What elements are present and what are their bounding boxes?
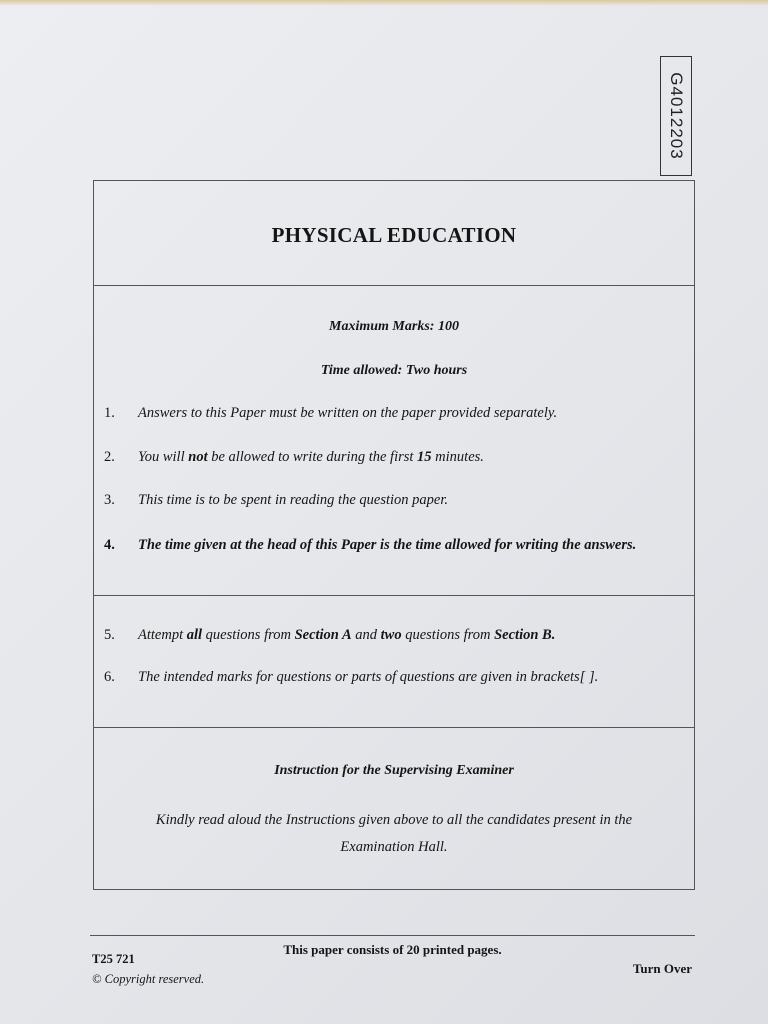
instruction-number: 2. bbox=[104, 449, 115, 465]
instruction-emphasis: Section B. bbox=[494, 627, 556, 643]
paper-code-vertical: G4012203 bbox=[667, 72, 686, 160]
instruction-number: 5. bbox=[104, 627, 115, 643]
instruction-text-part: questions from bbox=[401, 627, 495, 643]
maximum-marks: Maximum Marks: 100 bbox=[329, 319, 459, 334]
footer-divider bbox=[90, 935, 695, 936]
instruction-text-part: Attempt bbox=[138, 627, 187, 643]
instruction-2 bbox=[104, 449, 686, 466]
instruction-text: The intended marks for questions or parts of questions are given in brackets[ ]. bbox=[138, 669, 599, 685]
instruction-text-part: be allowed to write during the first bbox=[207, 449, 418, 465]
turn-over-label: Turn Over bbox=[632, 961, 692, 976]
examiner-heading: Instruction for the Supervising Examiner bbox=[274, 763, 514, 778]
instruction-emphasis: 15 bbox=[417, 449, 432, 465]
instruction-text: The time given at the head of this Paper is the time allowed for writing the answers. bbox=[138, 537, 637, 553]
time-allowed: Time allowed: Two hours bbox=[320, 363, 468, 378]
instruction-4 bbox=[104, 537, 686, 554]
instruction-1 bbox=[104, 405, 686, 422]
instruction-number: 6. bbox=[104, 669, 115, 685]
instruction-6 bbox=[104, 669, 686, 686]
instruction-5 bbox=[104, 627, 686, 644]
paper-code: T25 721 bbox=[92, 952, 135, 966]
instruction-emphasis: Section A bbox=[294, 627, 352, 643]
instruction-text-part: minutes. bbox=[431, 449, 484, 465]
instruction-text-part: questions from bbox=[202, 627, 295, 643]
instruction-text: This time is to be spent in reading the question paper. bbox=[138, 492, 448, 508]
examiner-instruction: Kindly read aloud the Instructions given above to all the candidates present in the Examination Hall. bbox=[155, 812, 633, 855]
pages-note: This paper consists of 20 printed pages. bbox=[283, 942, 502, 957]
copyright-notice: © Copyright reserved. bbox=[92, 972, 205, 986]
divider-instructions bbox=[94, 595, 694, 596]
instruction-text-part: You will bbox=[138, 449, 189, 465]
instruction-number: 3. bbox=[104, 492, 115, 508]
divider-title bbox=[94, 285, 694, 286]
instruction-emphasis: not bbox=[188, 449, 208, 465]
instruction-emphasis: all bbox=[186, 627, 203, 643]
divider-examiner bbox=[94, 727, 694, 728]
paper-top-edge bbox=[0, 0, 768, 6]
instruction-text: Answers to this Paper must be written on the paper provided separately. bbox=[138, 405, 558, 421]
instruction-emphasis: two bbox=[380, 627, 402, 643]
instructions-box bbox=[93, 180, 695, 890]
instruction-3 bbox=[104, 492, 686, 509]
instruction-text-part: and bbox=[351, 627, 381, 643]
paper-code-box bbox=[660, 56, 692, 176]
instruction-number: 1. bbox=[104, 405, 115, 421]
instruction-number: 4. bbox=[104, 537, 115, 553]
page-title: PHYSICAL EDUCATION bbox=[271, 223, 517, 247]
